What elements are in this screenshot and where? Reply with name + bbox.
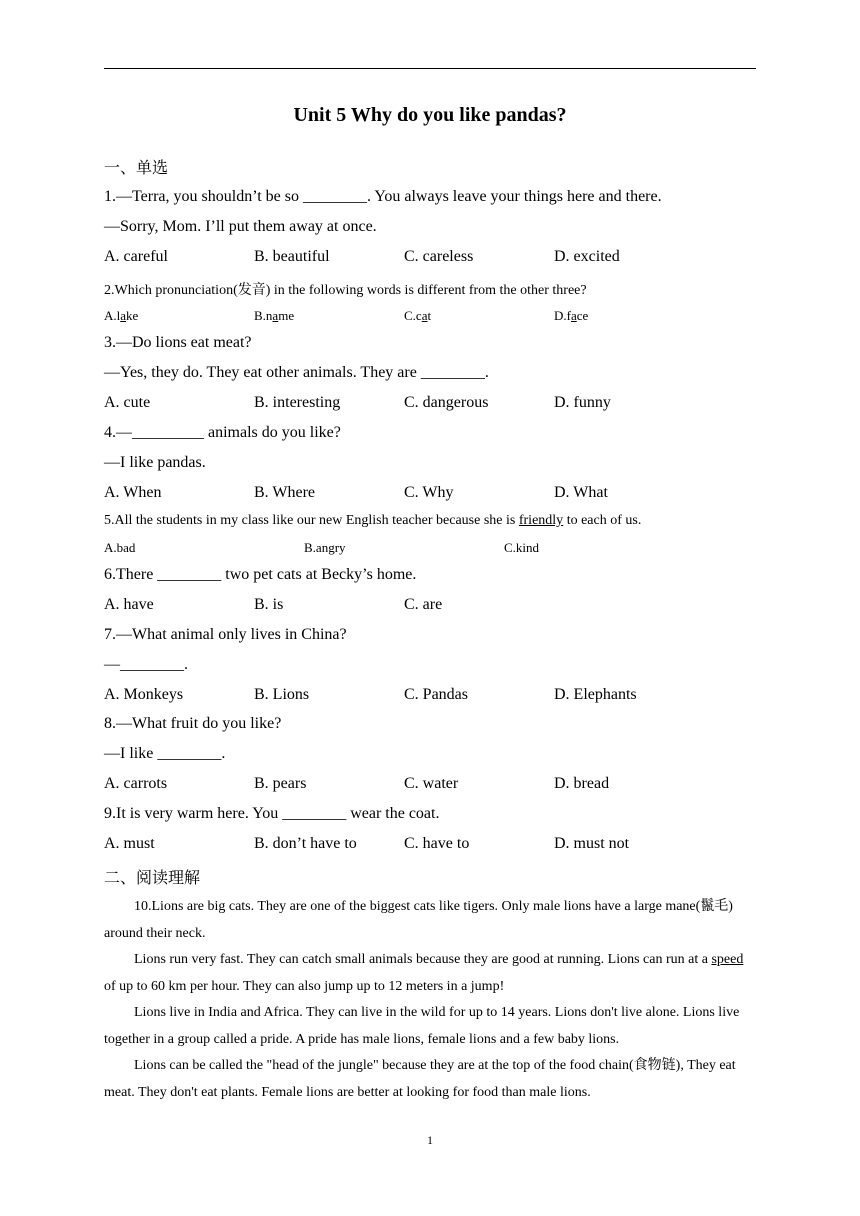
header-rule — [104, 68, 756, 69]
section-heading-1: 一、单选 — [104, 158, 169, 177]
q4-option-c: C. Why — [404, 484, 454, 501]
q8-option-c: C. water — [404, 775, 459, 792]
q7-option-d: D. Elephants — [554, 686, 637, 703]
page-title: Unit 5 Why do you like pandas? — [293, 104, 567, 126]
question-7-reply: —________. — [104, 656, 188, 673]
question-4-reply: —I like pandas. — [104, 454, 206, 471]
q7-option-b: B. Lions — [254, 686, 310, 703]
passage-paragraph-3: Lions live in India and Africa. They can live in the wild for up to 14 years. Lions don't live alone. Lions live together in a group called a pride. A pride has male lions, female lions and a few baby lions. — [104, 1005, 740, 1047]
reading-passage — [104, 894, 756, 1106]
question-6-stem: 6.There ________ two pet cats at Becky’s home. — [104, 566, 417, 583]
q2-option-b: B.name — [254, 308, 295, 323]
q3-option-d: D. funny — [554, 394, 611, 411]
q2-option-a: A.lake — [104, 308, 139, 323]
question-3-stem: 3.—Do lions eat meat? — [104, 334, 252, 351]
question-8-reply: —I like ________. — [104, 745, 226, 762]
section-heading-2: 二、阅读理解 — [104, 868, 201, 887]
q1-option-c: C. careless — [404, 248, 474, 265]
q5-option-b: B.angry — [304, 540, 346, 555]
q3-option-a: A. cute — [104, 394, 151, 411]
q4-option-d: D. What — [554, 484, 608, 501]
question-1-stem: 1.—Terra, you shouldn’t be so ________. You always leave your things here and there. — [104, 188, 662, 205]
question-1-reply: —Sorry, Mom. I’ll put them away at once. — [104, 218, 377, 235]
question-5-stem: 5.All the students in my class like our new English teacher because she is friendly to each of us. — [104, 513, 642, 528]
question-3-reply: —Yes, they do. They eat other animals. They are ________. — [104, 364, 489, 381]
q8-option-d: D. bread — [554, 775, 610, 792]
q7-option-c: C. Pandas — [404, 686, 468, 703]
q8-option-b: B. pears — [254, 775, 307, 792]
q2-option-c: C.cat — [404, 308, 432, 323]
q8-option-a: A. carrots — [104, 775, 168, 792]
page-number: 1 — [427, 1133, 433, 1147]
q6-option-b: B. is — [254, 596, 284, 613]
question-8-stem: 8.—What fruit do you like? — [104, 715, 282, 732]
q9-option-b: B. don’t have to — [254, 835, 357, 852]
q7-option-a: A. Monkeys — [104, 686, 184, 703]
q9-option-d: D. must not — [554, 835, 630, 852]
passage-paragraph-2: Lions run very fast. They can catch small animals because they are good at running. Lions can run at a speed of up to 60 km per hour. They can also jump up to 12 meters in a jump! — [104, 952, 744, 994]
q3-option-c: C. dangerous — [404, 394, 489, 411]
q9-option-c: C. have to — [404, 835, 470, 852]
q3-option-b: B. interesting — [254, 394, 341, 411]
question-7-stem: 7.—What animal only lives in China? — [104, 626, 347, 643]
question-4-stem: 4.—_________ animals do you like? — [104, 424, 341, 441]
q4-option-a: A. When — [104, 484, 162, 501]
question-2-stem: 2.Which pronunciation(发音) in the following words is different from the other three? — [104, 283, 587, 298]
q6-option-c: C. are — [404, 596, 443, 613]
q2-option-d: D.face — [554, 308, 589, 323]
q4-option-b: B. Where — [254, 484, 316, 501]
q1-option-a: A. careful — [104, 248, 168, 265]
q6-option-a: A. have — [104, 596, 154, 613]
q5-option-a: A.bad — [104, 540, 136, 555]
q5-option-c: C.kind — [504, 540, 540, 555]
q9-option-a: A. must — [104, 835, 155, 852]
question-9-stem: 9.It is very warm here. You ________ wear the coat. — [104, 805, 440, 822]
passage-paragraph-1: 10.Lions are big cats. They are one of the biggest cats like tigers. Only male lions have a large mane(鬣毛) around their neck. — [104, 899, 733, 941]
passage-paragraph-4: Lions can be called the "head of the jungle" because they are at the top of the food chain(食物链), They eat meat. They don't eat plants. Female lions are better at looking for food than male lions. — [104, 1058, 736, 1100]
q1-option-b: B. beautiful — [254, 248, 330, 265]
q1-option-d: D. excited — [554, 248, 620, 265]
